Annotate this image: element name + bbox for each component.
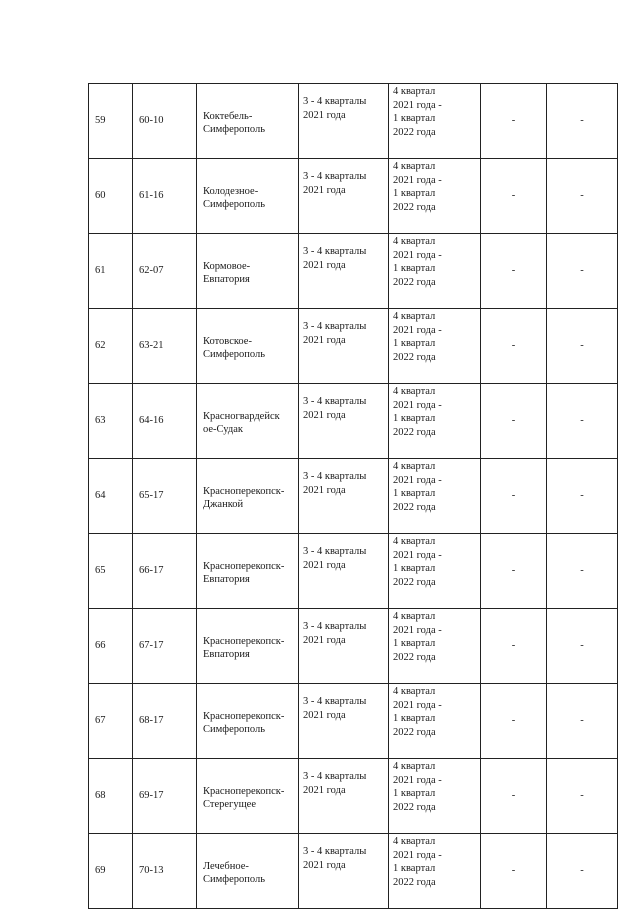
route-name-line: Симферополь xyxy=(203,124,265,135)
column-6-cell xyxy=(481,759,547,834)
column-6-cell xyxy=(481,84,547,159)
column-7-cell xyxy=(547,309,618,384)
column-6-value: - xyxy=(511,415,516,427)
column-7-value: - xyxy=(580,640,584,652)
table-row xyxy=(89,684,618,759)
end-period-line: 4 квартал xyxy=(393,461,436,472)
column-6-cell xyxy=(481,159,547,234)
column-7-cell xyxy=(547,609,618,684)
start-period-cell xyxy=(299,459,389,534)
row-number-cell xyxy=(89,609,133,684)
column-6-value: - xyxy=(511,565,516,577)
row-number: 62 xyxy=(95,340,106,352)
row-number-cell xyxy=(89,84,133,159)
row-number: 64 xyxy=(95,490,106,502)
end-period-line: 2022 года xyxy=(393,576,436,588)
row-number: 67 xyxy=(95,715,106,727)
route-code-cell xyxy=(133,84,197,159)
row-number: 61 xyxy=(95,265,106,277)
route-code: 65-17 xyxy=(139,490,164,502)
routes-table xyxy=(88,83,618,909)
end-period-line: 1 квартал xyxy=(393,788,436,799)
start-period-line: 3 - 4 кварталы xyxy=(303,246,367,257)
row-number: 66 xyxy=(95,640,106,652)
row-number-cell xyxy=(89,159,133,234)
start-period-cell xyxy=(299,84,389,159)
route-name-line: Кормовое- xyxy=(203,260,251,272)
route-code-cell xyxy=(133,459,197,534)
row-number: 65 xyxy=(95,565,106,577)
end-period-cell xyxy=(389,834,481,909)
start-period-line: 3 - 4 кварталы xyxy=(303,171,367,182)
route-name-cell xyxy=(197,759,299,834)
route-code-cell xyxy=(133,834,197,909)
route-name-line: Красногвардейск xyxy=(203,410,280,422)
column-7-cell xyxy=(547,159,618,234)
end-period-line: 4 квартал xyxy=(393,611,436,622)
column-6-cell xyxy=(481,684,547,759)
start-period-cell xyxy=(299,759,389,834)
table-row xyxy=(89,309,618,384)
row-number: 69 xyxy=(95,865,106,877)
route-name-line: Коктебель- xyxy=(203,110,253,122)
end-period-line: 2021 года - xyxy=(393,99,442,111)
route-name-line: Красноперекопск- xyxy=(203,635,285,647)
route-name-line: Красноперекопск- xyxy=(203,785,285,797)
end-period-line: 2021 года - xyxy=(393,324,442,336)
start-period-line: 3 - 4 кварталы xyxy=(303,621,367,632)
route-name-cell xyxy=(197,834,299,909)
start-period-cell xyxy=(299,309,389,384)
row-number-cell xyxy=(89,384,133,459)
end-period-cell xyxy=(389,459,481,534)
end-period-cell xyxy=(389,84,481,159)
route-name-line: Джанкой xyxy=(203,499,244,510)
start-period-line: 3 - 4 кварталы xyxy=(303,546,367,557)
route-code: 67-17 xyxy=(139,640,164,652)
route-code: 63-21 xyxy=(139,340,164,352)
start-period-line: 2021 года xyxy=(303,784,346,796)
end-period-line: 4 квартал xyxy=(393,161,436,172)
end-period-line: 4 квартал xyxy=(393,761,436,772)
route-name-line: Симферополь xyxy=(203,349,265,360)
route-code: 61-16 xyxy=(139,190,164,202)
end-period-line: 1 квартал xyxy=(393,863,436,874)
row-number-cell xyxy=(89,309,133,384)
start-period-line: 2021 года xyxy=(303,259,346,271)
column-6-cell xyxy=(481,534,547,609)
column-7-value: - xyxy=(580,790,584,802)
row-number: 59 xyxy=(95,115,106,127)
end-period-line: 2022 года xyxy=(393,276,436,288)
end-period-line: 2021 года - xyxy=(393,774,442,786)
column-7-value: - xyxy=(580,415,584,427)
start-period-cell xyxy=(299,834,389,909)
column-6-cell xyxy=(481,459,547,534)
start-period-cell xyxy=(299,684,389,759)
end-period-line: 4 квартал xyxy=(393,311,436,322)
route-name-line: Красноперекопск- xyxy=(203,560,285,572)
start-period-line: 3 - 4 кварталы xyxy=(303,96,367,107)
column-6-cell xyxy=(481,834,547,909)
row-number-cell xyxy=(89,759,133,834)
end-period-line: 4 квартал xyxy=(393,86,436,97)
end-period-cell xyxy=(389,759,481,834)
end-period-line: 1 квартал xyxy=(393,188,436,199)
end-period-line: 1 квартал xyxy=(393,713,436,724)
route-name-cell xyxy=(197,609,299,684)
table-row xyxy=(89,609,618,684)
start-period-line: 3 - 4 кварталы xyxy=(303,321,367,332)
end-period-line: 2022 года xyxy=(393,876,436,888)
end-period-line: 4 квартал xyxy=(393,236,436,247)
route-name-line: ое-Судак xyxy=(203,424,243,435)
column-7-cell xyxy=(547,834,618,909)
route-code: 69-17 xyxy=(139,790,164,802)
end-period-cell xyxy=(389,684,481,759)
end-period-line: 1 квартал xyxy=(393,638,436,649)
column-6-value: - xyxy=(511,640,516,652)
column-7-value: - xyxy=(580,190,584,202)
table-row xyxy=(89,759,618,834)
start-period-cell xyxy=(299,159,389,234)
end-period-line: 2022 года xyxy=(393,726,436,738)
route-name-cell xyxy=(197,84,299,159)
routes-table-body xyxy=(89,84,618,909)
start-period-line: 3 - 4 кварталы xyxy=(303,771,367,782)
route-name-line: Евпатория xyxy=(203,274,250,285)
end-period-cell xyxy=(389,534,481,609)
route-code-cell xyxy=(133,384,197,459)
start-period-line: 3 - 4 кварталы xyxy=(303,471,367,482)
end-period-line: 2021 года - xyxy=(393,549,442,561)
table-row xyxy=(89,159,618,234)
column-6-value: - xyxy=(511,790,516,802)
column-7-cell xyxy=(547,459,618,534)
column-7-value: - xyxy=(580,565,584,577)
column-6-value: - xyxy=(511,715,516,727)
table-row xyxy=(89,459,618,534)
end-period-line: 2022 года xyxy=(393,801,436,813)
route-name-cell xyxy=(197,684,299,759)
column-6-value: - xyxy=(511,265,516,277)
row-number-cell xyxy=(89,534,133,609)
end-period-cell xyxy=(389,309,481,384)
end-period-line: 1 квартал xyxy=(393,413,436,424)
end-period-line: 1 квартал xyxy=(393,113,436,124)
route-code-cell xyxy=(133,234,197,309)
column-6-value: - xyxy=(511,490,516,502)
route-name-line: Симферополь xyxy=(203,199,265,210)
column-7-value: - xyxy=(580,265,584,277)
start-period-line: 2021 года xyxy=(303,634,346,646)
end-period-cell xyxy=(389,234,481,309)
route-code-cell xyxy=(133,759,197,834)
route-code: 66-17 xyxy=(139,565,164,577)
start-period-line: 2021 года xyxy=(303,184,346,196)
start-period-line: 2021 года xyxy=(303,859,346,871)
column-6-value: - xyxy=(511,340,516,352)
start-period-line: 2021 года xyxy=(303,409,346,421)
route-name-cell xyxy=(197,159,299,234)
row-number: 68 xyxy=(95,790,106,802)
route-code-cell xyxy=(133,609,197,684)
start-period-line: 2021 года xyxy=(303,109,346,121)
end-period-line: 2022 года xyxy=(393,126,436,138)
end-period-cell xyxy=(389,159,481,234)
end-period-line: 2022 года xyxy=(393,426,436,438)
start-period-line: 2021 года xyxy=(303,559,346,571)
route-code-cell xyxy=(133,684,197,759)
route-code-cell xyxy=(133,309,197,384)
route-name-cell xyxy=(197,234,299,309)
end-period-line: 2022 года xyxy=(393,501,436,513)
column-6-value: - xyxy=(511,115,516,127)
column-7-cell xyxy=(547,759,618,834)
table-row xyxy=(89,834,618,909)
route-name-line: Стерегущее xyxy=(203,799,256,810)
column-6-value: - xyxy=(511,190,516,202)
end-period-line: 4 квартал xyxy=(393,836,436,847)
end-period-line: 2022 года xyxy=(393,351,436,363)
end-period-line: 2021 года - xyxy=(393,174,442,186)
column-7-value: - xyxy=(580,715,584,727)
column-7-value: - xyxy=(580,340,584,352)
row-number-cell xyxy=(89,459,133,534)
row-number: 63 xyxy=(95,415,106,427)
route-code-cell xyxy=(133,159,197,234)
route-code: 60-10 xyxy=(139,115,164,127)
route-name-line: Симферополь xyxy=(203,724,265,735)
route-code: 68-17 xyxy=(139,715,164,727)
column-6-cell xyxy=(481,309,547,384)
start-period-line: 3 - 4 кварталы xyxy=(303,396,367,407)
end-period-line: 4 квартал xyxy=(393,536,436,547)
route-name-line: Евпатория xyxy=(203,574,250,585)
end-period-line: 4 квартал xyxy=(393,386,436,397)
end-period-line: 2022 года xyxy=(393,201,436,213)
route-name-line: Симферополь xyxy=(203,874,265,885)
start-period-line: 3 - 4 кварталы xyxy=(303,846,367,857)
start-period-cell xyxy=(299,234,389,309)
table-row xyxy=(89,384,618,459)
start-period-line: 2021 года xyxy=(303,334,346,346)
end-period-line: 1 квартал xyxy=(393,338,436,349)
column-7-cell xyxy=(547,534,618,609)
end-period-line: 2021 года - xyxy=(393,474,442,486)
start-period-cell xyxy=(299,534,389,609)
column-6-cell xyxy=(481,234,547,309)
column-7-cell xyxy=(547,84,618,159)
column-6-cell xyxy=(481,384,547,459)
end-period-line: 4 квартал xyxy=(393,686,436,697)
route-name-line: Евпатория xyxy=(203,649,250,660)
route-code: 64-16 xyxy=(139,415,164,427)
table-row xyxy=(89,534,618,609)
start-period-line: 2021 года xyxy=(303,709,346,721)
start-period-line: 3 - 4 кварталы xyxy=(303,696,367,707)
row-number-cell xyxy=(89,834,133,909)
row-number-cell xyxy=(89,234,133,309)
route-name-cell xyxy=(197,459,299,534)
route-name-line: Котовское- xyxy=(203,335,252,347)
column-7-value: - xyxy=(580,115,584,127)
end-period-line: 1 квартал xyxy=(393,488,436,499)
start-period-cell xyxy=(299,384,389,459)
column-7-cell xyxy=(547,684,618,759)
end-period-cell xyxy=(389,384,481,459)
row-number-cell xyxy=(89,684,133,759)
column-6-value: - xyxy=(511,865,516,877)
column-7-cell xyxy=(547,384,618,459)
route-name-line: Лечебное- xyxy=(203,860,249,872)
route-name-line: Колодезное- xyxy=(203,185,259,197)
row-number: 60 xyxy=(95,190,106,202)
column-6-cell xyxy=(481,609,547,684)
column-7-value: - xyxy=(580,865,584,877)
start-period-line: 2021 года xyxy=(303,484,346,496)
column-7-value: - xyxy=(580,490,584,502)
route-code: 70-13 xyxy=(139,865,164,877)
route-code-cell xyxy=(133,534,197,609)
end-period-line: 2022 года xyxy=(393,651,436,663)
end-period-line: 1 квартал xyxy=(393,563,436,574)
end-period-line: 2021 года - xyxy=(393,624,442,636)
table-row xyxy=(89,234,618,309)
route-name-cell xyxy=(197,534,299,609)
end-period-line: 2021 года - xyxy=(393,699,442,711)
end-period-line: 1 квартал xyxy=(393,263,436,274)
end-period-cell xyxy=(389,609,481,684)
start-period-cell xyxy=(299,609,389,684)
route-name-line: Красноперекопск- xyxy=(203,485,285,497)
table-row xyxy=(89,84,618,159)
route-name-cell xyxy=(197,309,299,384)
column-7-cell xyxy=(547,234,618,309)
route-name-line: Красноперекопск- xyxy=(203,710,285,722)
end-period-line: 2021 года - xyxy=(393,399,442,411)
route-name-cell xyxy=(197,384,299,459)
end-period-line: 2021 года - xyxy=(393,849,442,861)
end-period-line: 2021 года - xyxy=(393,249,442,261)
route-code: 62-07 xyxy=(139,265,164,277)
